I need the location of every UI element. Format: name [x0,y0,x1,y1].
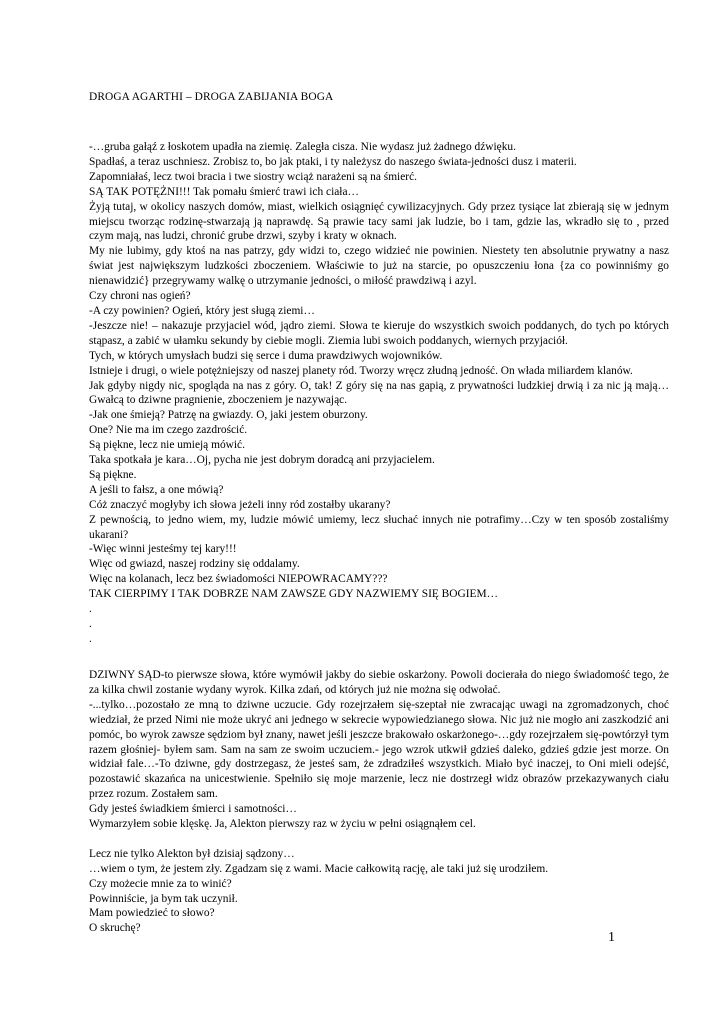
paragraph: Gdy jesteś świadkiem śmierci i samotności… [89,803,297,816]
paragraph: Zapomniałaś, lecz twoi bracia i twe siostry wciąż narażeni są na śmierć. [89,170,417,183]
section-1 [89,140,669,647]
dot-line: . [89,603,92,616]
paragraph: TAK CIERPIMY I TAK DOBRZE NAM ZAWSZE GDY NAZWIEMY SIĘ BOGIEM… [89,588,498,601]
paragraph: A jeśli to fałsz, a one mówią? [89,483,224,496]
paragraph: -Jak one śmieją? Patrzę na gwiazdy. O, jaki jestem oburzony. [89,409,368,422]
paragraph: Taka spotkała je kara…Oj, pycha nie jest dobrym doradcą ani przyjacielem. [89,454,435,467]
paragraph: O skruchę? [89,922,141,935]
paragraph: -…gruba gałąź z łoskotem upadła na ziemię. Zaległa cisza. Nie wydasz już żadnego dźwięku. [89,141,516,153]
dot-line: . [89,618,92,630]
paragraph: Wymarzyłem sobie klęskę. Ja, Alekton pierwszy raz w życiu w pełni osiągnąłem cel. [89,818,476,831]
paragraph: Powinniście, ja bym tak uczynił. [89,892,238,905]
section-2 [89,668,669,936]
paragraph: Lecz nie tylko Alekton był dzisiaj sądzony… [89,847,295,860]
paragraph-gap [89,832,669,847]
paragraph: Tych, w których umysłach budzi się serce i duma prawdziwych wojowników. [89,349,443,362]
paragraph: Mam powiedzieć to słowo? [89,907,215,920]
paragraph: Czy chroni nas ogień? [89,290,191,303]
paragraph: DZIWNY SĄD-to pierwsze słowa, które wymówił jakby do siebie oskarżony. Powoli docierała do niego świadomość tego, że za kilka chwil zostanie wydany wyrok. Kilka zdań, od których już nie można się odwołać. [89,669,669,696]
paragraph: Żyją tutaj, w okolicy naszych domów, miast, wielkich osiągnięć cywilizacyjnych. Gdy przez tysiące lat zbierają się w jednym miejscu tworząc rodzinę-stwarzają ją naprawdę. Są prawie tacy sami jak ludzie, bo i tam, gdzie las, wkradło się to , przed czym mają, nas ludzi, chronić grube drzwi, szyby i kraty w oknach. [89,200,669,243]
paragraph: -Więc winni jesteśmy tej kary!!! [89,543,237,556]
dot-line: . [89,632,92,645]
paragraph: Istnieje i drugi, o wiele potężniejszy od naszej planety ród. Tworzy wręcz złudną jedność. On włada miliardem klanów. [89,364,633,377]
paragraph: Jak gdyby nigdy nic, spogląda na nas z góry. O, tak! Z góry się na nas gapią, z prywatności ludzkiej drwią i za nic ją mają…Gwałcą to dziwne pragnienie, zboczeniem je nazywając. [89,379,669,407]
paragraph: Są piękne, lecz nie umieją mówić. [89,439,245,452]
paragraph: One? Nie ma im czego zazdrościć. [89,424,248,437]
paragraph: Więc na kolanach, lecz bez świadomości NIEPOWRACAMY??? [89,573,388,586]
paragraph: My nie lubimy, gdy ktoś na nas patrzy, gdy widzi to, czego widzieć nie powinien. Niestety ten absolutnie prywatny a nasz świat jest największym ludzkości zboczeniem. Właściwie to już na starcie, po opuszczeniu łona {za co powinniśmy go nienawidzić} przegrywamy walkę o utrzymanie jedności, o miłość prawdziwą i azyl. [89,245,669,288]
paragraph: Są piękne. [89,468,137,481]
paragraph: Cóż znaczyć mogłyby ich słowa jeżeli inny ród zostałby ukarany? [89,498,391,511]
document-title: DROGA AGARTHI – DROGA ZABIJANIA BOGA [89,91,334,103]
paragraph: Czy możecie mnie za to winić? [89,877,232,890]
page-number: 1 [608,930,615,945]
paragraph: SĄ TAK POTĘŻNI!!! Tak pomału śmierć trawi ich ciała… [89,185,359,198]
paragraph: Więc od gwiazd, naszej rodziny się oddalamy. [89,558,300,571]
paragraph: -...tylko…pozostało ze mną to dziwne uczucie. Gdy rozejrzałem się-szeptał nie zwracając uwagi na zgromadzonych, choć wiedział, że przed Nimi nie może ukryć ani jednego w sekrecie wypowiedzianego słowa. Nic już nie mogło ani zaszkodzić ani pomóc, bo wyrok zawsze sędziom był znany, nawet jeśli jeszcze brakowało oskarżonego-…gdy rozejrzałem się-powtórzył tym razem głośniej- byłem sam. Sam na sam ze swoim uczuciem.- jego wzrok utkwił gdzieś daleko, gdzieś gdzie jest morze. On widział fale…-To dziwne, gdy dostrzegasz, że jesteś sam, że zdradziłeś wszystkich. Miało być inaczej, to Oni mieli odejść, pozostawić skazańca na unicestwienie. Spełniło się moje marzenie, lecz nie dostrzegł widz obrazów przekazywanych ciału przez rozum. Zostałem sam. [89,698,669,801]
paragraph: …wiem o tym, że jestem zły. Zgadzam się z wami. Macie całkowitą rację, ale taki już się urodziłem. [89,862,549,875]
paragraph: Z pewnością, to jedno wiem, my, ludzie mówić umiemy, lecz słuchać innych nie potrafimy…Czy w ten sposób zostaliśmy ukarani? [89,513,669,541]
paragraph: -A czy powinien? Ogień, który jest sługą ziemi… [89,304,315,317]
paragraph: -Jeszcze nie! – nakazuje przyjaciel wód, jądro ziemi. Słowa te kieruje do wszystkich swoich poddanych, do tych po których stąpasz, a zabić w ułamku sekundy by ciebie mogli. Ziemia lubi swoich poddanych, wiernych przyjaciół. [89,319,669,347]
paragraph: Spadłaś, a teraz uschniesz. Zrobisz to, bo jak ptaki, i ty należysz do naszego świata-jedności dusz i materii. [89,155,577,168]
